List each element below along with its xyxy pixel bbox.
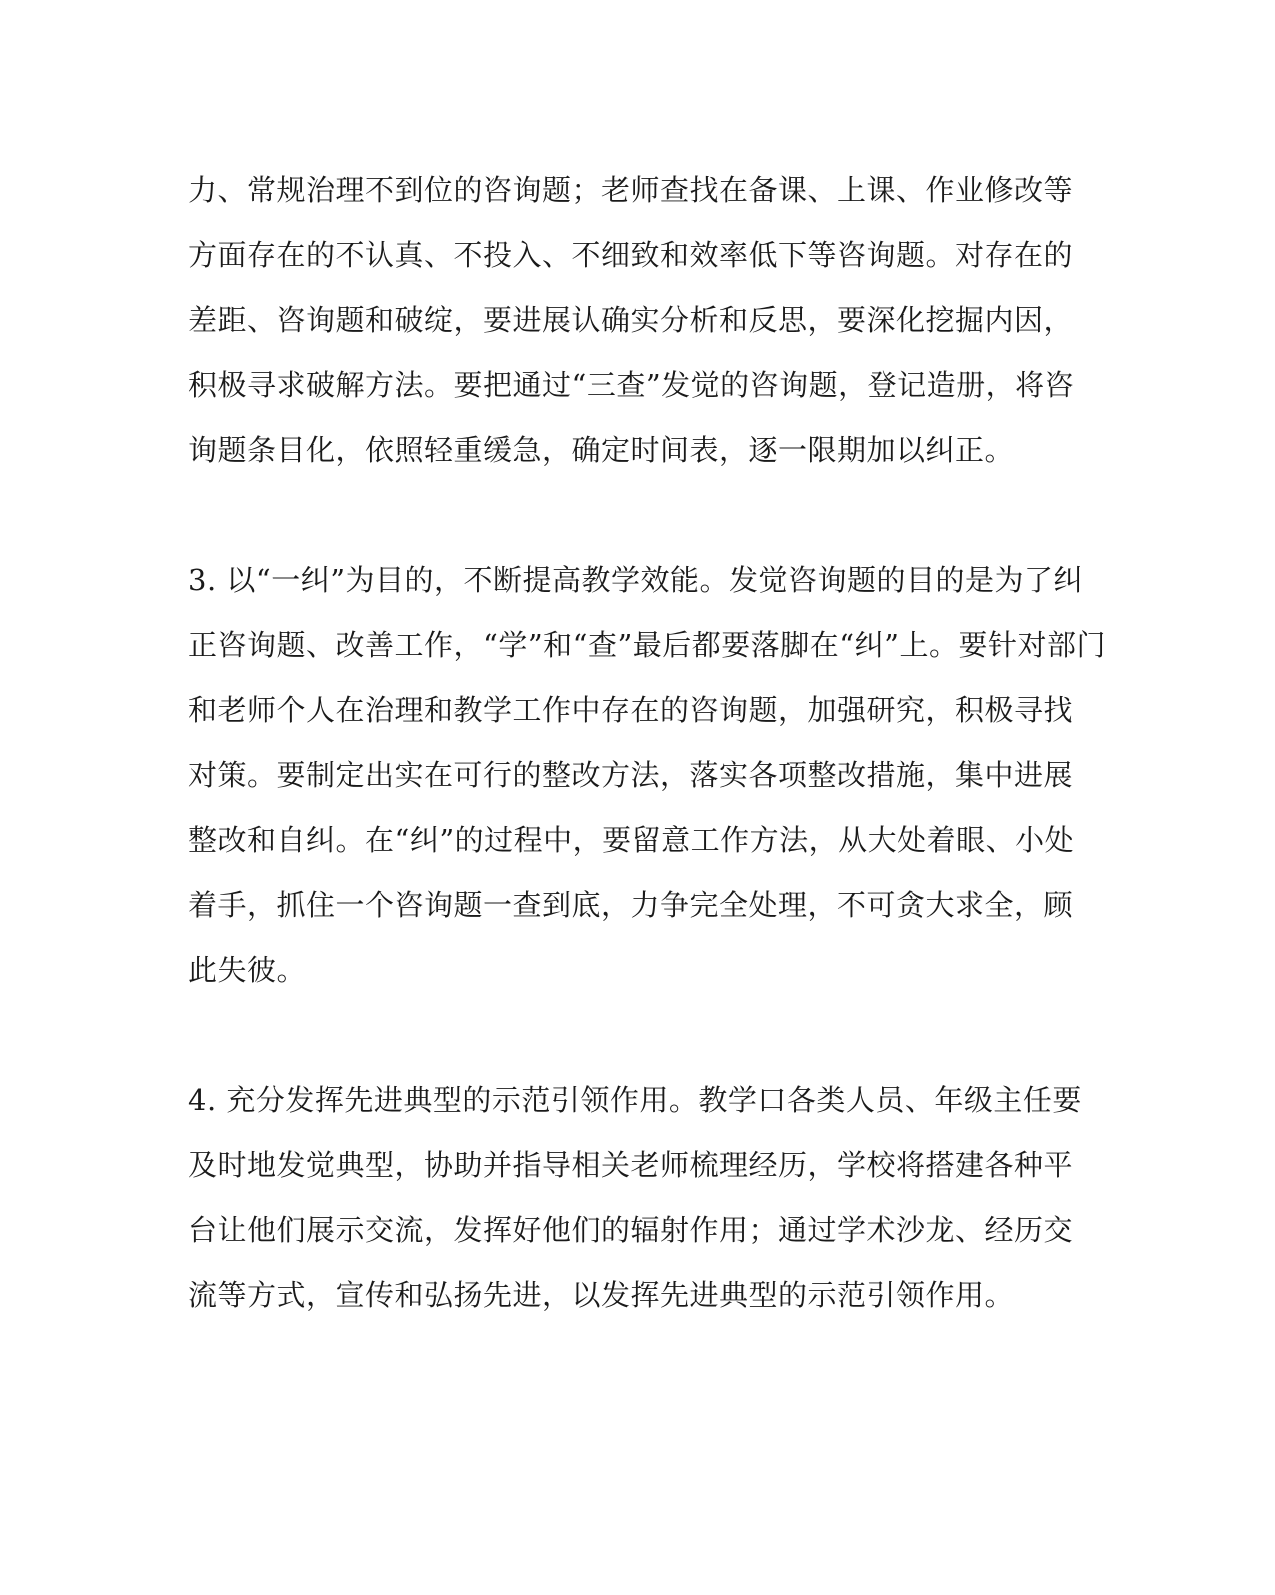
paragraph-line: 询题条目化，依照轻重缓急，确定时间表，逐一限期加以纠正。 bbox=[188, 433, 1015, 467]
paragraph-line: 流等方式，宣传和弘扬先进，以发挥先进典型的示范引领作用。 bbox=[188, 1278, 1015, 1312]
paragraph-spacer bbox=[188, 1003, 1088, 1068]
paragraph-line: 方面存在的不认真、不投入、不细致和效率低下等咨询题。对存在的 bbox=[188, 238, 1074, 272]
paragraph-line: 着手，抓住一个咨询题一查到底，力争完全处理，不可贪大求全，顾 bbox=[188, 888, 1074, 922]
paragraph-3 bbox=[188, 1068, 1088, 1328]
paragraph-line: 及时地发觉典型，协助并指导相关老师梳理经历，学校将搭建各种平 bbox=[188, 1148, 1074, 1182]
paragraph-1 bbox=[188, 158, 1088, 483]
document-body bbox=[188, 158, 1106, 1328]
paragraph-line: 正咨询题、改善工作，“学”和“查”最后都要落脚在“纠”上。要针对部门 bbox=[188, 628, 1106, 662]
paragraph-line: 对策。要制定出实在可行的整改方法，落实各项整改措施，集中进展 bbox=[188, 758, 1074, 792]
paragraph-line: 积极寻求破解方法。要把通过“三查”发觉的咨询题，登记造册，将咨 bbox=[188, 368, 1075, 402]
paragraph-line: 台让他们展示交流，发挥好他们的辐射作用；通过学术沙龙、经历交 bbox=[188, 1213, 1074, 1247]
paragraph-line: 4. 充分发挥先进典型的示范引领作用。教学口各类人员、年级主任要 bbox=[188, 1083, 1082, 1117]
paragraph-2 bbox=[188, 548, 1106, 1003]
paragraph-line: 整改和自纠。在“纠”的过程中，要留意工作方法，从大处着眼、小处 bbox=[188, 823, 1075, 857]
paragraph-line: 力、常规治理不到位的咨询题；老师查找在备课、上课、作业修改等 bbox=[188, 173, 1074, 207]
paragraph-line: 此失彼。 bbox=[188, 953, 307, 987]
paragraph-line: 3. 以“一纠”为目的，不断提高教学效能。发觉咨询题的目的是为了纠 bbox=[188, 563, 1084, 597]
paragraph-line: 和老师个人在治理和教学工作中存在的咨询题，加强研究，积极寻找 bbox=[188, 693, 1074, 727]
paragraph-line: 差距、咨询题和破绽，要进展认确实分析和反思，要深化挖掘内因， bbox=[188, 303, 1074, 337]
paragraph-spacer bbox=[188, 483, 1088, 548]
